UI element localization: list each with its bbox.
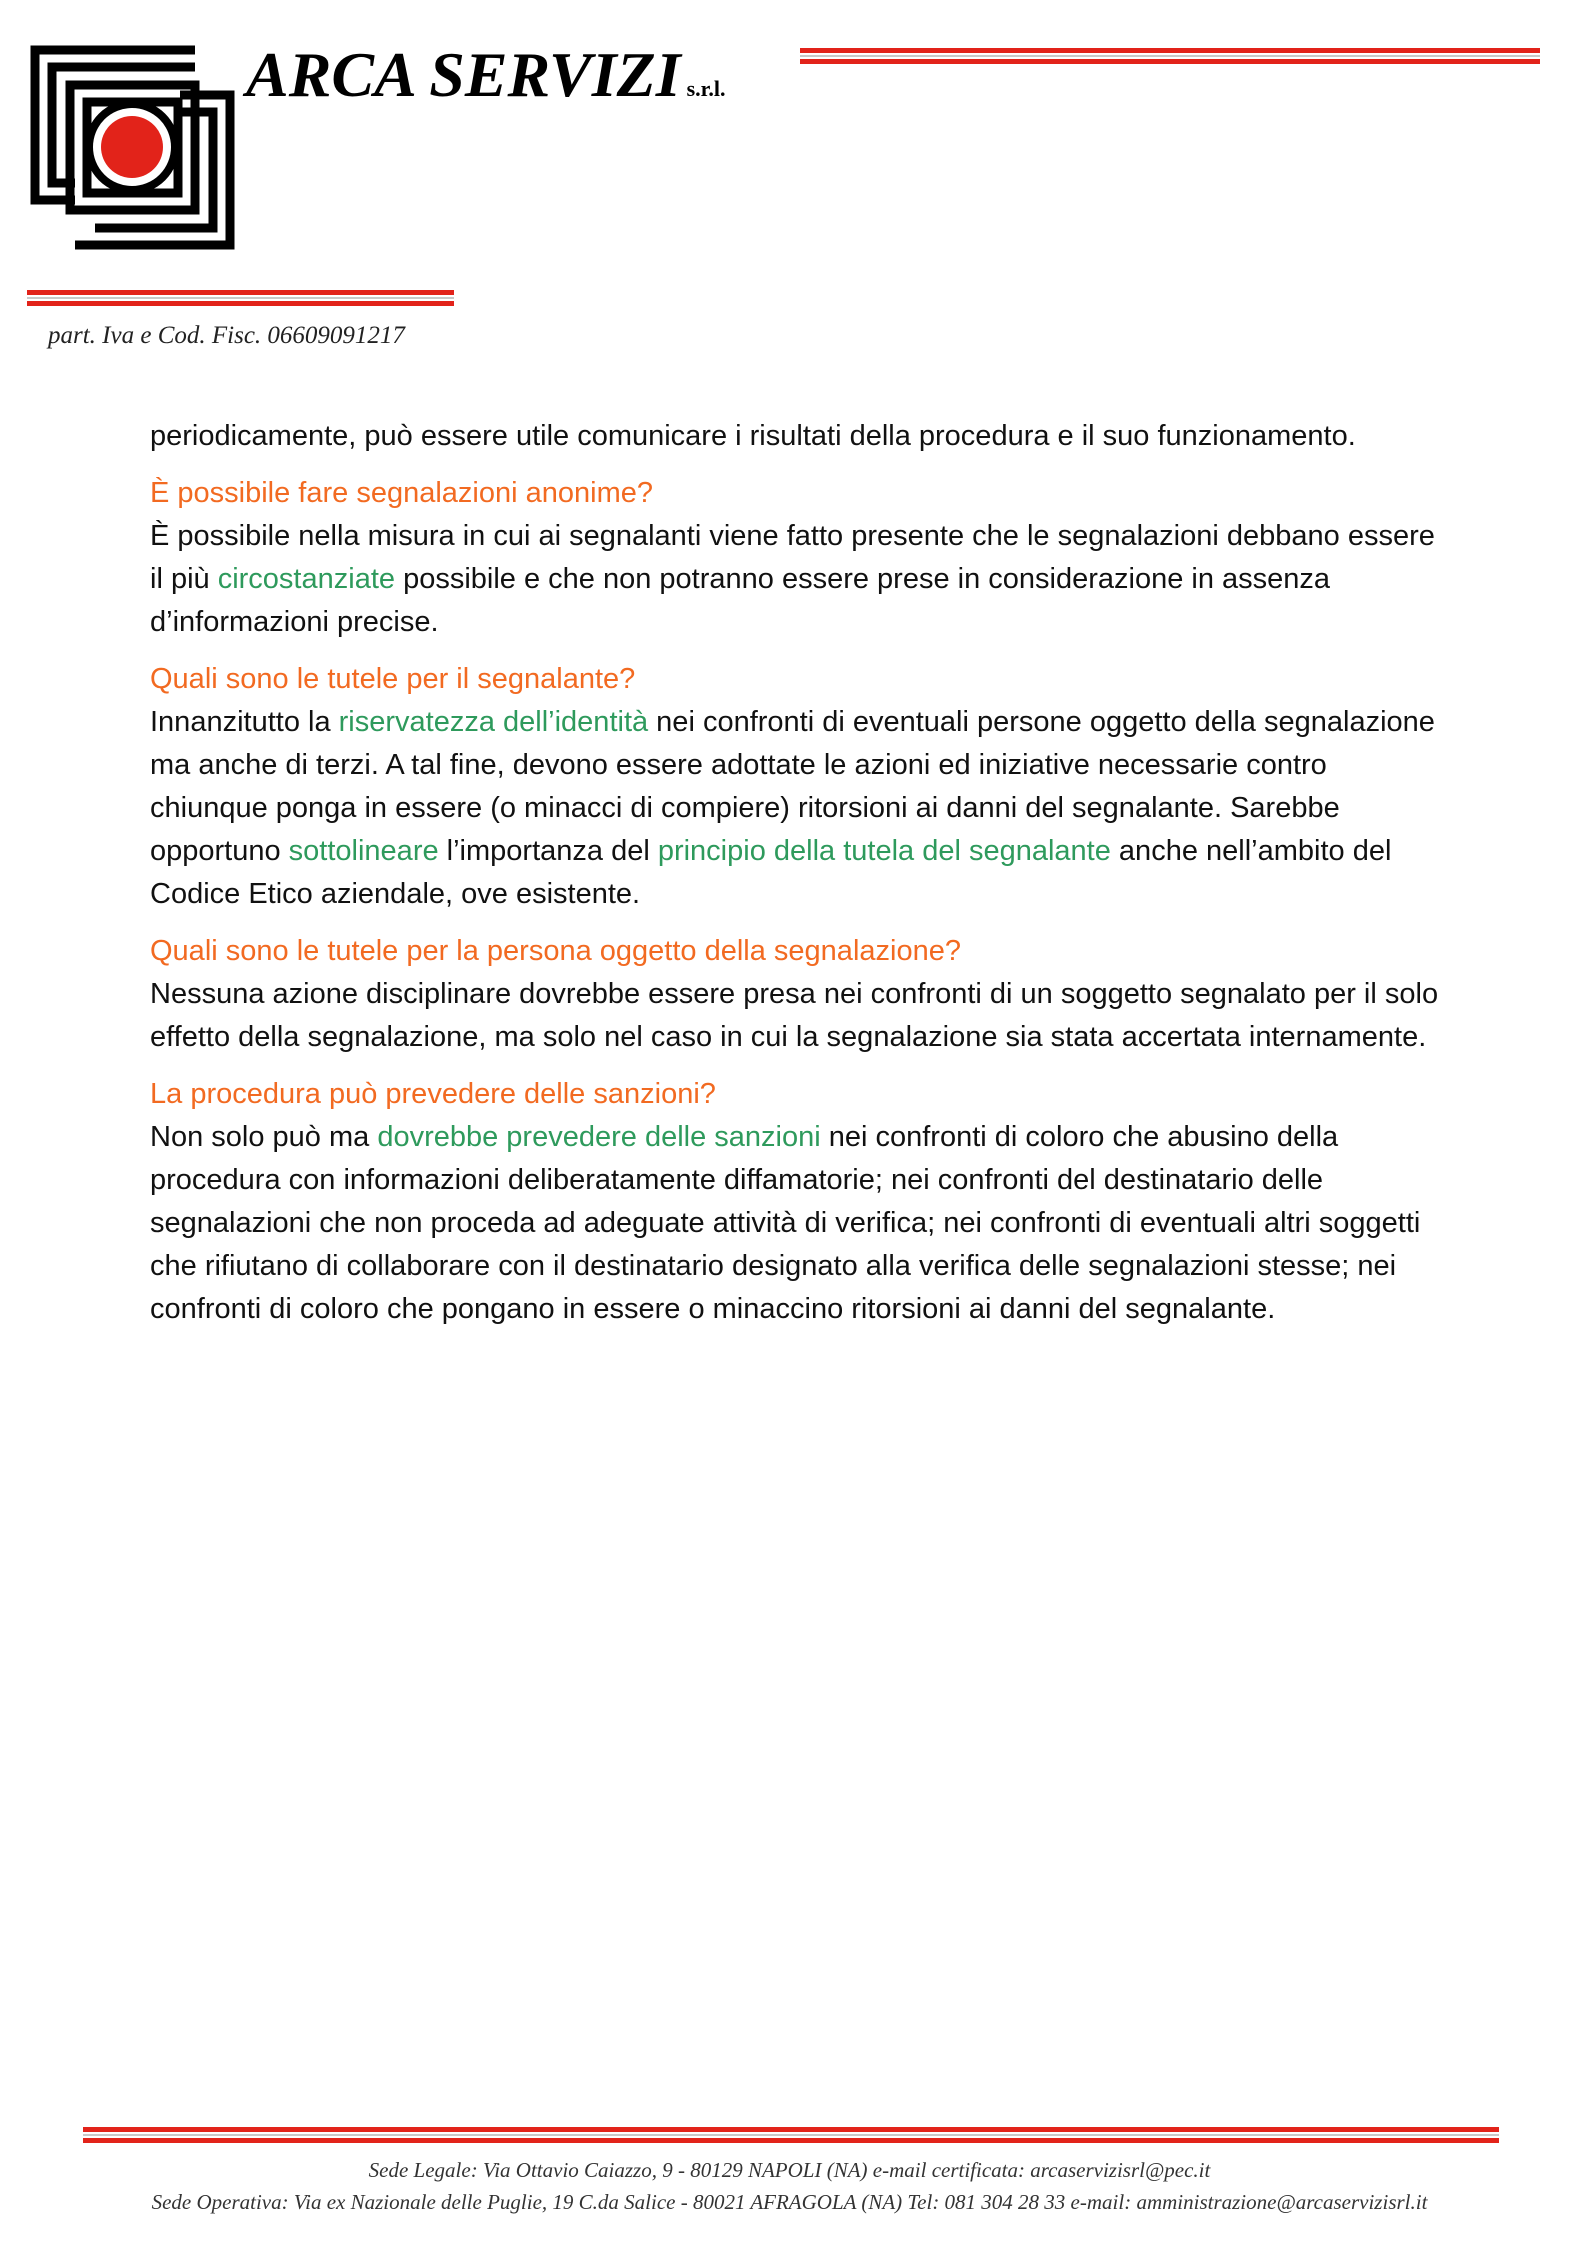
- header-bottom-rule-1: [27, 290, 454, 295]
- intro-paragraph: periodicamente, può essere utile comunicare i risultati della procedura e il suo funzionamento.: [150, 420, 1356, 452]
- question-heading: Quali sono le tutele per il segnalante?: [150, 663, 636, 695]
- question-heading: Quali sono le tutele per la persona oggetto della segnalazione?: [150, 935, 961, 967]
- highlight-text: riservatezza dell’identità: [338, 706, 649, 738]
- section-protection-reporter: Quali sono le tutele per il segnalante? Innanzitutto la riservatezza dell’identità nei confronti di eventuali persone oggetto della segnalazione ma anche di terzi. A tal fine, devono essere adottate le azioni ed iniziative necessarie contro chiunque ponga in essere (o minacci di compiere) ritorsioni ai danni del segnalante. Sarebbe opportuno sottolineare l’importanza del principio della tutela del segnalante anche nell’ambito del Codice Etico aziendale, ove esistente.: [150, 658, 1440, 916]
- company-suffix: s.r.l.: [686, 76, 726, 101]
- highlight-text: principio della tutela del segnalante: [657, 835, 1111, 867]
- footer-rule-2: [83, 2138, 1499, 2143]
- highlight-text: circostanziate: [217, 563, 396, 595]
- footer-gray-rule: [83, 2134, 1499, 2136]
- highlight-text: dovrebbe prevedere delle sanzioni: [377, 1121, 821, 1153]
- question-heading: È possibile fare segnalazioni anonime?: [150, 477, 653, 509]
- section-sanctions: La procedura può prevedere delle sanzioni? Non solo può ma dovrebbe prevedere delle sanzioni nei confronti di coloro che abusino della procedura con informazioni deliberatamente diffamatorie; nei confronti del destinatario delle segnalazioni che non proceda ad adeguate attività di verifica; nei confronti di eventuali altri soggetti che rifiutano di collaborare con il destinatario designato alla verifica delle segnalazioni stesse; nei confronti di coloro che pongano in essere o minaccino ritorsioni ai danni del segnalante.: [150, 1073, 1440, 1331]
- question-heading: La procedura può prevedere delle sanzioni?: [150, 1078, 716, 1110]
- company-name: [246, 38, 726, 112]
- footer-line-operative: Sede Operativa: Via ex Nazionale delle Puglie, 19 C.da Salice - 80021 AFRAGOLA (NA) Tel: 081 304 28 33 e-mail: amministrazione@arcaservizisrl.it: [151, 2190, 1428, 2214]
- header-top-rule-1: [800, 48, 1540, 53]
- footer-rule-1: [83, 2127, 1499, 2132]
- section-protection-reported: Quali sono le tutele per la persona oggetto della segnalazione? Nessuna azione disciplinare dovrebbe essere presa nei confronti di un soggetto segnalato per il solo effetto della segnalazione, ma solo nel caso in cui la segnalazione sia stata accertata internamente.: [150, 930, 1440, 1059]
- footer-line-legal: Sede Legale: Via Ottavio Caiazzo, 9 - 80129 NAPOLI (NA) e-mail certificata: arcaservizisrl@pec.it: [368, 2158, 1211, 2182]
- header-top-rule-2: [800, 59, 1540, 64]
- header-top-gray-rule: [800, 55, 1540, 57]
- document-body: [150, 415, 1440, 1345]
- company-logo: [30, 40, 240, 255]
- section-anonymous: È possibile fare segnalazioni anonime? È possibile nella misura in cui ai segnalanti viene fatto presente che le segnalazioni debbano essere il più circostanziate possibile e che non potranno essere prese in considerazione in assenza d’informazioni precise.: [150, 472, 1440, 644]
- vat-line: part. Iva e Cod. Fisc. 06609091217: [48, 322, 405, 349]
- header-bottom-rule-2: [27, 301, 454, 306]
- header-bottom-gray-rule: [27, 297, 454, 299]
- company-name-text: ARCA SERVIZI: [246, 39, 681, 110]
- highlight-text: sottolineare: [288, 835, 439, 867]
